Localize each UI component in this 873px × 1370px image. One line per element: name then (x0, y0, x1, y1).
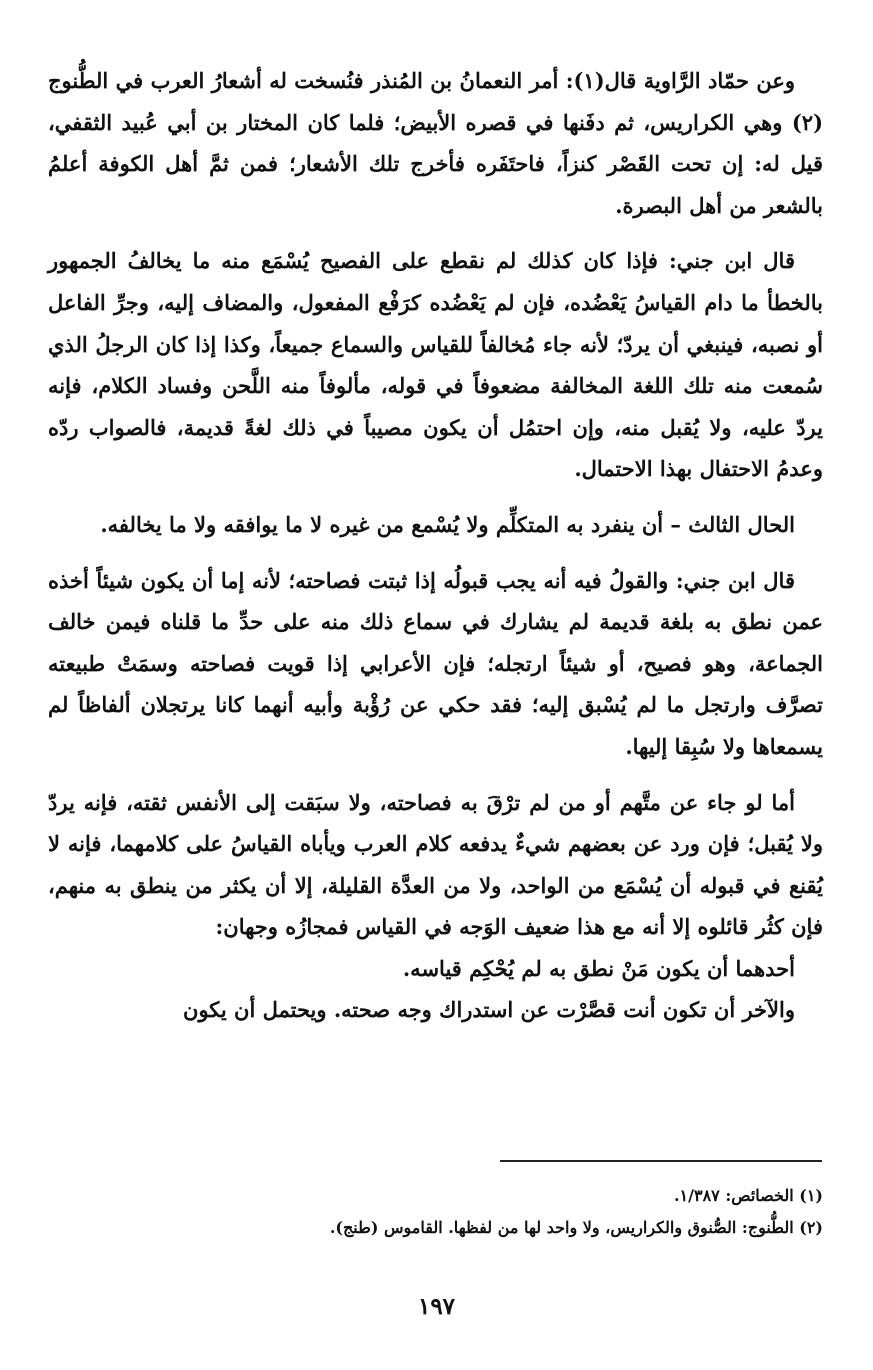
footnote-separator (500, 1160, 822, 1162)
paragraph-ibn-jinni-2: قال ابن جني: والقولُ فيه أنه يجب قبولُه إذا ثبتت فصاحته؛ لأنه إما أن يكون شيئاً أخذه عمن نطق به بلغة قديمة لم يشارك في سماع ذلك منه على حدِّ ما قلناه فيمن خالف الجماعة، وهو فصيح، أو شيئاً ارتجله؛ فإن الأعرابي إذا قويت فصاحته وسمَتْ طبيعته تصرَّف وارتجل ما لم يُسْبق إليه؛ فقد حكي عن رُؤْبة وأبيه أنهما كانا يرتجلان ألفاظاً لم يسمعاها ولا سُبِقا إليها. (48, 567, 823, 759)
footnotes (48, 1180, 823, 1244)
paragraph-third-case: الحال الثالث – أن ينفرد به المتكلِّم ولا يُسْمع من غيره لا ما يوافقه ولا ما يخالفه. (100, 511, 795, 537)
paragraph-second-reason: والآخر أن تكون أنت قصَّرْت عن استدراك وجه صحته. ويحتمل أن يكون (183, 997, 795, 1023)
paragraph-accused: أما لو جاء عن متَّهم أو من لم ترْقَ به فصاحته، ولا سبَقت إلى الأنفس ثقته، فإنه يردّ ولا يُقبل؛ فإن ورد عن بعضهم شيءٌ يدفعه كلام العرب ويأباه القياسُ على كلامهما، فإنه لا يُقنع في قبوله أن يُسْمَع من الواحد، ولا من العدَّة القليلة، إلا أن يكثر من ينطق به منهم، فإن كثُر قائلوه إلا أنه مع هذا ضعيف الوَجه في القياس فمجازُه وجهان: (48, 789, 823, 940)
paragraph-ibn-jinni-1: قال ابن جني: فإذا كان كذلك لم نقطع على الفصيح يُسْمَع منه ما يخالفُ الجمهور بالخطأ ما دام القياسُ يَعْضُده، فإن لم يَعْضُده كرَفْع المفعول، والمضاف إليه، وجرِّ الفاعل أو نصبه، فينبغي أن يردّ؛ لأنه جاء مُخالفاً للقياس والسماع جميعاً، وكذا إذا كان الرجلُ الذي سُمعت منه تلك اللغة المخالفة مضعوفاً في قوله، مألوفاً منه اللَّحن وفساد الكلام، فإنه يردّ عليه، ولا يُقبل منه، وإن احتمُل أن يكون مصيباً في ذلك لغةً قديمة، فالصواب ردّه وعدمُ الاحتفال بهذا الاحتمال. (48, 248, 823, 482)
footnote-1: (١) الخصائص: ١/٣٨٧. (673, 1186, 823, 1205)
footnote-2: (٢) الطُّنوج: الصُّنوق والكراريس، ولا واحد لها من لفظها. القاموس (طنج). (329, 1218, 823, 1237)
paragraph-first-reason: أحدهما أن يكون مَنْ نطق به لم يُحْكِم قياسه. (402, 955, 795, 981)
paragraph-hammad: وعن حمّاد الرَّاوية قال(١): أمر النعمانُ بن المُنذر فنُسخت له أشعارُ العرب في الطُّنوج (٢) وهي الكراريس، ثم دفَنها في قصره الأبيض؛ فلما كان المختار بن أبي عُبيد الثقفي، قيل له: إن تحت القَصْر كنزاً، فاحتَفَره فأخرج تلك الأشعار؛ فمن ثمَّ أهل الكوفة أعلمُ بالشعر من أهل البصرة. (48, 68, 823, 218)
page-number: ١٩٧ (417, 1293, 456, 1320)
main-text (48, 60, 823, 1031)
